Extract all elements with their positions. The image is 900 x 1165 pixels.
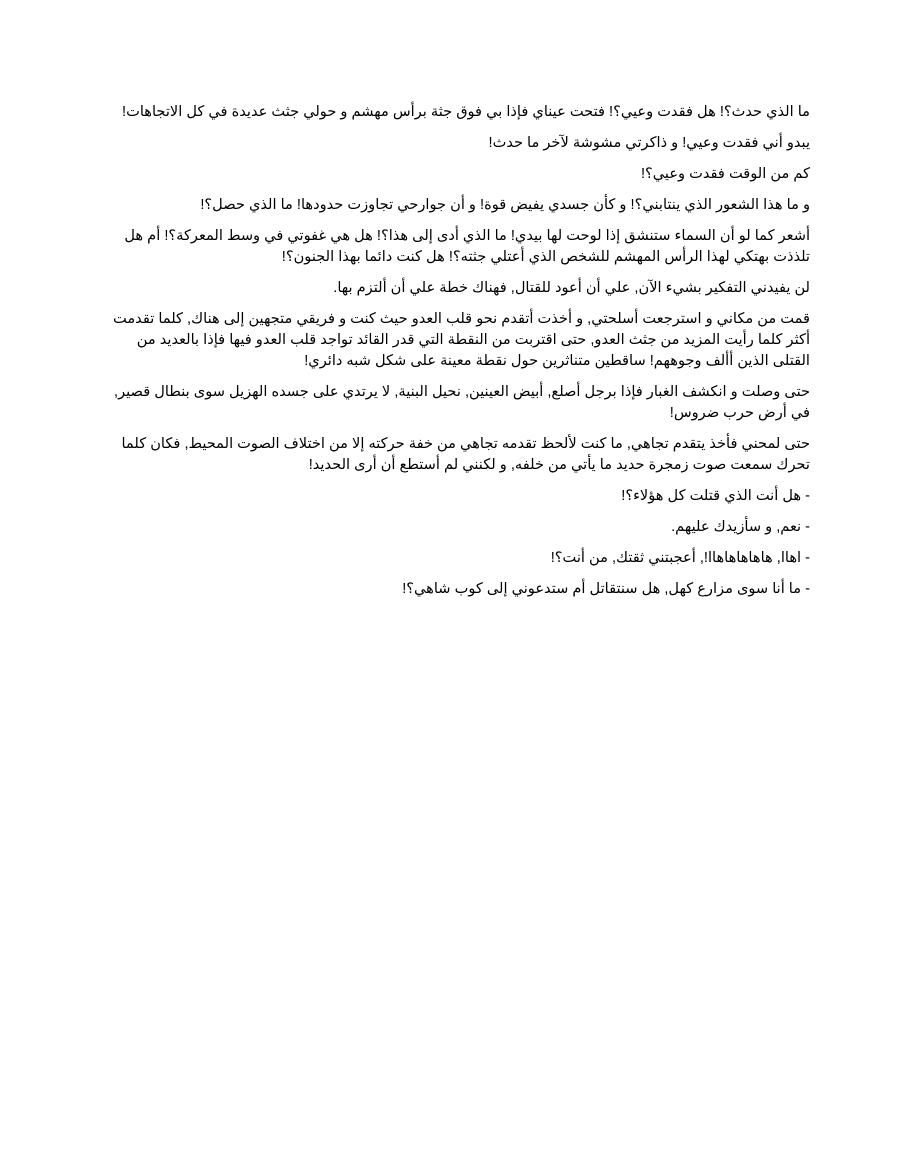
document-body bbox=[100, 102, 810, 610]
paragraph-4: و ما هذا الشعور الذي ينتابني؟! و كأن جسدي يفيض قوة! و أن جوارحي تجاوزت حدودها! ما الذي حصل؟! bbox=[200, 197, 810, 213]
paragraph-9: حتى لمحني فأخذ يتقدم تجاهي, ما كنت لألحظ تقدمه تجاهي من خفة حركته إلا من اختلاف الصوت المحيط, فكان كلما تحرك سمعت صوت زمجرة حديد ما يأتي من خلفه, و لكنني لم أستطع أن أرى الحديد! bbox=[121, 436, 810, 473]
paragraph-7: قمت من مكاني و استرجعت أسلحتي, و أخذت أتقدم نحو قلب العدو حيث كنت و فريقي متجهين إلى هناك, كلما تقدمت أكثر كلما رأيت المزيد من جثث العدو, حتى اقتربت من النقطة التي قدر القائد تواجد قلب العدو فيها فإذا بالعديد من القتلى الذين أألف وجوههم! ساقطين متناثرين حول نقطة معينة على شكل شبه دائري! bbox=[113, 311, 810, 369]
paragraph-5: أشعر كما لو أن السماء ستنشق إذا لوحت لها بيدي! ما الذي أدى إلى هذا؟! هل هي غفوتي في وسط المعركة؟! أم هل تلذذت بهتكي لهذا الرأس المهشم للشخص الذي أعتلي جثته؟! هل كنت دائما بهذا الجنون؟! bbox=[124, 228, 810, 265]
dialogue-line-1: - هل أنت الذي قتلت كل هؤلاء؟! bbox=[621, 488, 810, 504]
paragraph-2: يبدو أني فقدت وعيي! و ذاكرتي مشوشة لآخر ما حدث! bbox=[488, 135, 810, 151]
dialogue-line-4: - ما أنا سوى مزارع كهل, هل سنتقاتل أم ستدعوني إلى كوب شاهي؟! bbox=[402, 581, 810, 597]
paragraph-3: كم من الوقت فقدت وعيي؟! bbox=[640, 166, 810, 182]
dialogue-line-3: - اهاا, هاهاهاهاهاا!, أعجبتني ثقتك, من أنت؟! bbox=[550, 550, 810, 566]
paragraph-8: حتى وصلت و انكشف الغبار فإذا برجل أصلع, أبيض العينين, نحيل البنية, لا يرتدي على جسده الهزيل سوى بنطال قصير, في أرض حرب ضروس! bbox=[114, 384, 810, 421]
paragraph-6: لن يفيدني التفكير بشيء الآن, علي أن أعود للقتال, فهناك خطة علي أن ألتزم بها. bbox=[333, 280, 810, 296]
paragraph-1: ما الذي حدث؟! هل فقدت وعيي؟! فتحت عيناي فإذا بي فوق جثة برأس مهشم و حولي جثث عديدة في كل الاتجاهات! bbox=[122, 104, 810, 120]
dialogue-line-2: - نعم, و سأزيدك عليهم. bbox=[671, 519, 810, 535]
